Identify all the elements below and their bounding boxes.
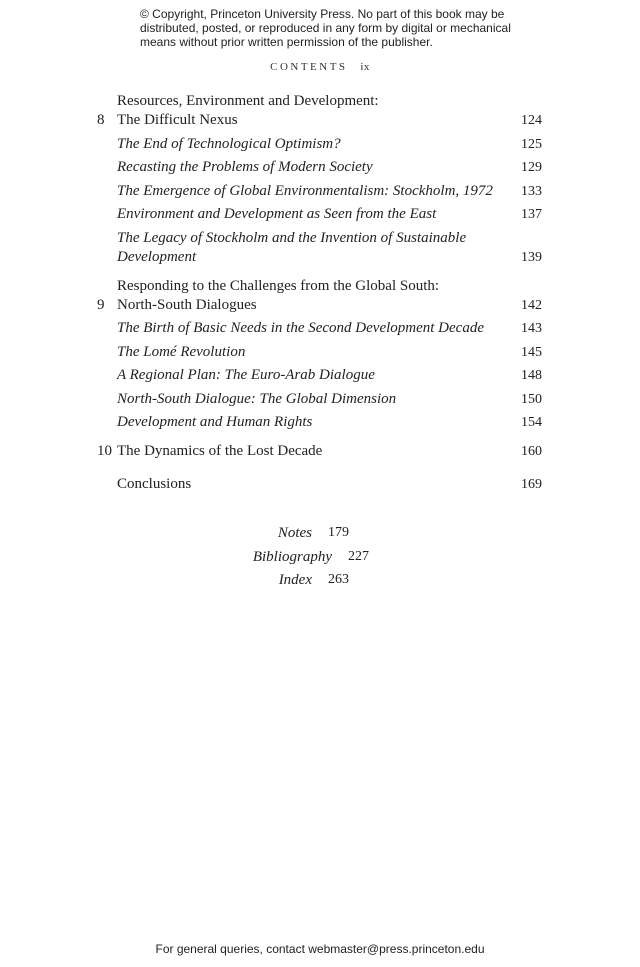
section-title: The Birth of Basic Needs in the Second Development Decade xyxy=(117,320,484,336)
back-matter-page-number: 179 xyxy=(328,525,349,540)
back-matter-label: Index xyxy=(278,572,312,588)
section-page-number: 133 xyxy=(521,183,542,199)
chapter-page-number: 124 xyxy=(521,113,542,128)
back-matter-item xyxy=(0,549,640,573)
section-page-number: 137 xyxy=(521,207,542,222)
section-page-number: 139 xyxy=(521,249,542,265)
toc-conclusions xyxy=(88,475,542,494)
toc-section xyxy=(117,205,542,224)
toc-section xyxy=(117,319,542,338)
chapter-title: Resources, Environment and Development: The Difficult Nexus xyxy=(117,93,379,128)
copyright-notice: © Copyright, Princeton University Press. No part of this book may be distributed, posted, or reproduced in any form by digital or mechanical means without prior written permission of the publisher. xyxy=(140,7,511,49)
back-matter-list xyxy=(0,525,640,596)
section-title: Environment and Development as Seen from the East xyxy=(117,206,437,222)
chapter-title: The Dynamics of the Lost Decade xyxy=(117,443,323,459)
chapter-title: Conclusions xyxy=(117,476,192,492)
section-page-number: 129 xyxy=(521,160,542,175)
back-matter-label: Notes xyxy=(277,525,312,541)
section-title: The Emergence of Global Environmentalism: Stockholm, 1972 xyxy=(117,182,493,199)
chapter-heading xyxy=(88,277,542,315)
toc-section xyxy=(117,135,542,154)
chapter-title: Responding to the Challenges from the Global South: North-South Dialogues xyxy=(117,277,440,313)
section-title: North-South Dialogue: The Global Dimension xyxy=(117,390,397,407)
section-title: A Regional Plan: The Euro-Arab Dialogue xyxy=(117,367,375,383)
chapter-number: 10 xyxy=(97,443,112,459)
back-matter-page-number: 263 xyxy=(328,572,349,587)
toc-chapter-8 xyxy=(88,92,542,267)
chapter-heading xyxy=(88,92,542,130)
section-title: The End of Technological Optimism? xyxy=(117,135,341,152)
running-head xyxy=(0,61,640,73)
chapter-page-number: 169 xyxy=(521,477,542,492)
toc-chapter-10 xyxy=(88,442,542,461)
toc-section xyxy=(117,182,542,201)
running-head-label: CONTENTS xyxy=(270,61,348,73)
toc-section xyxy=(117,343,542,362)
toc-section xyxy=(117,390,542,409)
section-page-number: 145 xyxy=(521,344,542,360)
chapter-number xyxy=(88,475,117,494)
back-matter-item xyxy=(0,572,640,596)
running-head-page-number: ix xyxy=(360,61,370,73)
section-page-number: 125 xyxy=(521,136,542,152)
toc-section xyxy=(117,158,542,177)
back-matter-item xyxy=(0,525,640,549)
chapter-heading xyxy=(88,442,542,461)
toc-section xyxy=(117,413,542,432)
section-page-number: 143 xyxy=(521,321,542,336)
chapter-number: 8 xyxy=(97,112,105,128)
section-page-number: 154 xyxy=(521,415,542,430)
footer-contact: For general queries, contact webmaster@press.princeton.edu xyxy=(155,942,485,956)
section-title: The Legacy of Stockholm and the Invention of Sustainable Development xyxy=(117,229,467,265)
back-matter-page-number: 227 xyxy=(348,548,369,564)
section-page-number: 150 xyxy=(521,391,542,407)
chapter-number: 9 xyxy=(97,296,105,313)
section-title: Development and Human Rights xyxy=(117,414,313,430)
section-page-number: 148 xyxy=(521,368,542,383)
table-of-contents xyxy=(88,92,542,504)
section-title: The Lomé Revolution xyxy=(117,343,246,360)
section-title: Recasting the Problems of Modern Society xyxy=(117,159,373,175)
toc-chapter-9 xyxy=(88,277,542,433)
chapter-page-number: 160 xyxy=(521,444,542,459)
toc-section xyxy=(117,229,542,267)
chapter-page-number: 142 xyxy=(521,297,542,313)
toc-section xyxy=(117,366,542,385)
chapter-heading xyxy=(88,475,542,494)
back-matter-label: Bibliography xyxy=(252,548,332,565)
